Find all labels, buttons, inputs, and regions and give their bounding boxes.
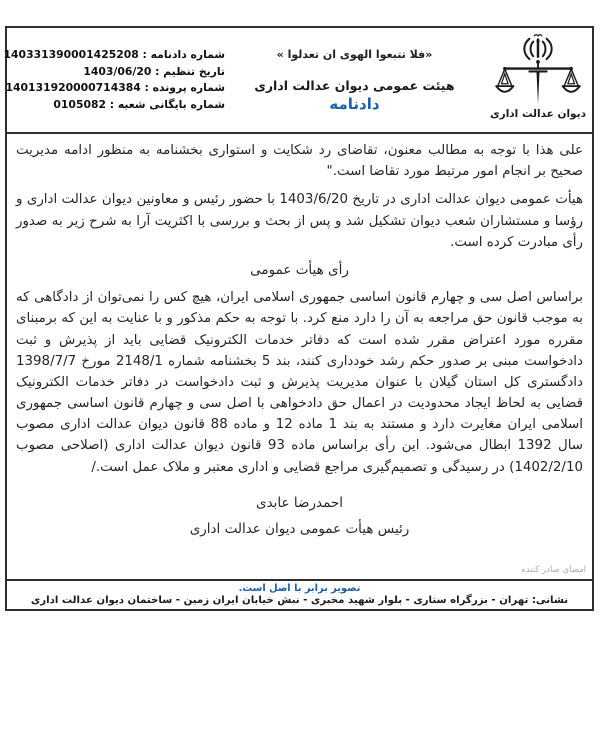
court-address: نشانی: تهران - بزرگراه ستاری - بلوار شهید مخبری - نبش خیابان ایران زمین - ساختمان دیوان عدالت اداری	[30, 595, 569, 606]
case-meta-box	[3, 28, 225, 132]
meta-value: 140331390001425208	[3, 48, 139, 61]
meta-row-verdict-number	[3, 47, 225, 64]
document-body	[7, 134, 592, 565]
meta-row-case-number	[5, 80, 225, 97]
verdict-heading: رأی هیأت عمومی	[250, 261, 349, 278]
meta-row-issue-date	[21, 64, 225, 81]
meta-label: شماره بایگانی شعبه :	[109, 98, 225, 112]
meta-row-archive-number	[21, 97, 225, 114]
meta-label: تاریخ تنظیم :	[155, 64, 225, 78]
signer-name: احمدرضا عابدی	[256, 494, 343, 511]
meta-label: شماره دادنامه :	[142, 48, 225, 61]
meta-label: شماره پرونده :	[144, 81, 225, 95]
meta-value: 0105082	[53, 98, 106, 112]
issuer-signature-note: امضای صادر کننده	[521, 565, 586, 575]
quran-quote: «فلا تتبعوا الهوی ان تعدلوا »	[276, 48, 433, 61]
court-emblem	[484, 28, 592, 132]
document-footer	[7, 579, 592, 609]
justice-scales-with-iran-emblem-icon	[495, 33, 581, 107]
meta-value: 140131920000714384	[5, 81, 141, 95]
document-title: دادنامه	[329, 95, 380, 113]
emblem-caption: دیوان عدالت اداری	[490, 108, 586, 120]
document-header	[3, 28, 592, 134]
issuing-body-title: هیئت عمومی دیوان عدالت اداری	[254, 78, 455, 93]
signer-title: رئیس هیأت عمومی دیوان عدالت اداری	[189, 521, 410, 538]
paragraph-verdict: براساس اصل سی و چهارم قانون اساسی جمهوری اسلامی ایران، هیچ کس را نمی‌توان از دادگاهی که به موجب قانون حق مراجعه به آن را دارد منع کرد. با توجه به حکم مذکور و با عنایت به این که برمبنای مقرره مورد اعتراض مقرر شده است که دفاتر خدمات الکترونیک قضایی باید از پذیرش و ثبت دادخواست مبنی بر صدور حکم رشد خودداری کنند، بند 5 بخشنامه شماره 2148/1 مورخ 1398/7/7 دادگستری کل استان گیلان با عنوان مدیریت پذیرش و ثبت دادخواست در دفاتر خدمات الکترونیک قضایی به لحاظ ایجاد محدودیت در اعمال حق دادخواهی با اصل سی و چهارم قانون اساسی جمهوری اسلامی ایران مغایرت دارد و مستند به بند 1 ماده 12 و ماده 88 قانون دیوان عدالت اداری مصوب سال 1392 ابطال می‌شود. این رأی براساس ماده 93 قانون دیوان عدالت اداری (اصلاحی مصوب 1402/2/10) در رسیدگی و تصمیم‌گیری مراجع قضایی و اداری معتبر و ملاک عمل است./	[16, 290, 584, 475]
meta-value: 1403/06/20	[83, 64, 152, 78]
certified-copy-note: تصویر برابر با اصل است.	[238, 583, 361, 594]
paragraph-request: علی هذا با توجه به مطالب معنون، تقاضای رد شکایت و استواری بخشنامه به منظور ادامه مدیریت صحیح بر انجام امور مرتبط مورد تقاضا است."	[16, 143, 583, 180]
header-center	[225, 28, 484, 132]
paragraph-session: هیأت عمومی دیوان عدالت اداری در تاریخ 1403/6/20 با حضور رئیس و معاونین دیوان عدالت اداری و رؤسا و مستشاران شعب دیوان تشکیل شد و پس از بحث و بررسی با اکثریت آرا به شرح زیر به صدور رأی مبادرت کرده است.	[16, 192, 584, 250]
document-frame	[5, 26, 594, 611]
